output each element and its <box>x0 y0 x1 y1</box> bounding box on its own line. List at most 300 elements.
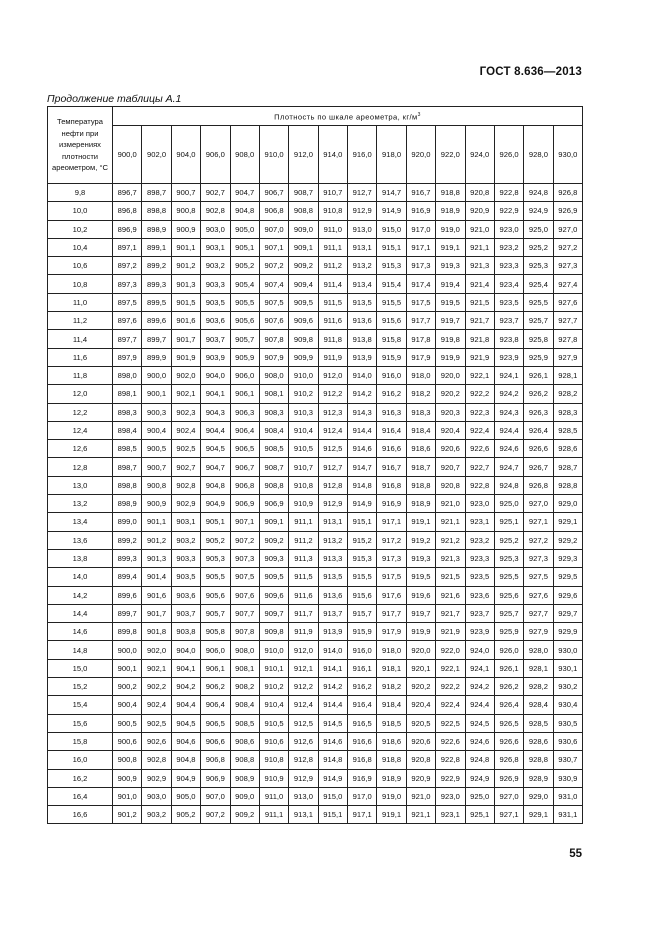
density-cell: 910,4 <box>289 421 318 439</box>
density-cell: 916,0 <box>377 366 406 384</box>
density-cell: 915,0 <box>318 787 347 805</box>
density-cell: 900,3 <box>142 403 171 421</box>
density-cell: 898,5 <box>113 440 142 458</box>
density-cell: 911,5 <box>289 568 318 586</box>
density-table <box>47 106 583 824</box>
density-cell: 919,5 <box>436 293 465 311</box>
density-cell: 909,2 <box>230 806 259 824</box>
density-cell: 898,9 <box>113 495 142 513</box>
density-cell: 919,1 <box>436 238 465 256</box>
density-cell: 907,7 <box>230 604 259 622</box>
density-cell: 907,2 <box>259 257 288 275</box>
density-cell: 925,7 <box>494 604 523 622</box>
density-cell: 911,2 <box>289 531 318 549</box>
density-cell: 926,2 <box>524 385 553 403</box>
density-column-header: 906,0 <box>201 126 230 184</box>
density-cell: 909,7 <box>259 604 288 622</box>
density-cell: 914,8 <box>318 751 347 769</box>
density-cell: 910,5 <box>289 440 318 458</box>
temperature-cell: 14,8 <box>48 641 113 659</box>
density-cell: 912,8 <box>289 751 318 769</box>
density-cell: 903,2 <box>171 531 200 549</box>
density-cell: 905,7 <box>230 330 259 348</box>
density-cell: 913,0 <box>289 787 318 805</box>
density-cell: 911,9 <box>318 348 347 366</box>
density-cell: 905,0 <box>230 220 259 238</box>
density-cell: 929,6 <box>553 586 582 604</box>
density-cell: 918,5 <box>377 714 406 732</box>
density-cell: 927,3 <box>553 257 582 275</box>
density-column-header: 912,0 <box>289 126 318 184</box>
density-cell: 910,4 <box>259 696 288 714</box>
density-cell: 912,7 <box>318 458 347 476</box>
density-cell: 917,1 <box>406 238 435 256</box>
density-cell: 925,5 <box>494 568 523 586</box>
density-cell: 917,9 <box>377 623 406 641</box>
density-cell: 909,0 <box>230 787 259 805</box>
density-cell: 901,1 <box>142 513 171 531</box>
density-cell: 915,9 <box>348 623 377 641</box>
density-cell: 906,1 <box>201 659 230 677</box>
density-cell: 907,5 <box>259 293 288 311</box>
density-cell: 910,7 <box>289 458 318 476</box>
density-cell: 916,6 <box>377 440 406 458</box>
density-cell: 911,5 <box>318 293 347 311</box>
density-column-header: 902,0 <box>142 126 171 184</box>
density-cell: 911,8 <box>318 330 347 348</box>
density-column-header: 904,0 <box>171 126 200 184</box>
density-cell: 910,7 <box>318 184 347 202</box>
density-cell: 898,8 <box>142 202 171 220</box>
density-cell: 903,3 <box>171 549 200 567</box>
table-row <box>48 312 583 330</box>
density-cell: 900,9 <box>113 769 142 787</box>
density-column-header: 914,0 <box>318 126 347 184</box>
density-cell: 923,0 <box>494 220 523 238</box>
table-row <box>48 678 583 696</box>
density-cell: 928,9 <box>524 769 553 787</box>
density-cell: 907,6 <box>230 586 259 604</box>
density-cell: 907,0 <box>201 787 230 805</box>
density-cell: 912,3 <box>318 403 347 421</box>
table-row <box>48 751 583 769</box>
density-column-header: 908,0 <box>230 126 259 184</box>
density-cell: 926,9 <box>494 769 523 787</box>
density-cell: 925,3 <box>524 257 553 275</box>
density-cell: 919,1 <box>406 513 435 531</box>
temperature-cell: 15,2 <box>48 678 113 696</box>
density-cell: 928,5 <box>553 421 582 439</box>
density-cell: 907,2 <box>230 531 259 549</box>
density-cell: 920,7 <box>436 458 465 476</box>
density-cell: 923,0 <box>465 495 494 513</box>
density-cell: 914,6 <box>348 440 377 458</box>
density-cell: 925,2 <box>494 531 523 549</box>
density-cell: 923,2 <box>494 238 523 256</box>
density-cell: 924,8 <box>465 751 494 769</box>
table-row <box>48 732 583 750</box>
density-cell: 898,7 <box>113 458 142 476</box>
density-cell: 922,9 <box>436 769 465 787</box>
table-row <box>48 348 583 366</box>
density-cell: 908,6 <box>230 732 259 750</box>
density-cell: 900,0 <box>142 366 171 384</box>
density-cell: 929,9 <box>553 623 582 641</box>
density-cell: 903,5 <box>201 293 230 311</box>
temperature-cell: 10,4 <box>48 238 113 256</box>
density-cell: 915,2 <box>348 531 377 549</box>
density-cell: 930,5 <box>553 714 582 732</box>
density-cell: 923,4 <box>494 275 523 293</box>
density-cell: 901,7 <box>171 330 200 348</box>
density-cell: 903,5 <box>171 568 200 586</box>
density-cell: 909,6 <box>259 586 288 604</box>
table-row <box>48 696 583 714</box>
table-row <box>48 238 583 256</box>
density-cell: 897,3 <box>113 275 142 293</box>
density-cell: 927,1 <box>494 806 523 824</box>
density-cell: 919,0 <box>377 787 406 805</box>
density-cell: 902,1 <box>142 659 171 677</box>
density-cell: 913,2 <box>318 531 347 549</box>
density-cell: 913,2 <box>348 257 377 275</box>
density-cell: 910,8 <box>259 751 288 769</box>
temperature-cell: 10,8 <box>48 275 113 293</box>
density-group-label: Плотность по шкале ареометра, кг/м <box>274 112 418 122</box>
table-row <box>48 513 583 531</box>
density-cell: 924,5 <box>465 714 494 732</box>
density-cell: 905,9 <box>230 348 259 366</box>
density-cell: 910,9 <box>289 495 318 513</box>
density-cell: 903,6 <box>201 312 230 330</box>
density-cell: 901,2 <box>142 531 171 549</box>
temperature-cell: 15,6 <box>48 714 113 732</box>
density-cell: 915,3 <box>377 257 406 275</box>
density-cell: 930,9 <box>553 769 582 787</box>
density-cell: 922,8 <box>494 184 523 202</box>
density-cell: 918,9 <box>406 495 435 513</box>
temperature-cell: 12,4 <box>48 421 113 439</box>
density-cell: 902,8 <box>171 476 200 494</box>
density-cell: 922,6 <box>465 440 494 458</box>
temperature-cell: 16,4 <box>48 787 113 805</box>
density-cell: 917,5 <box>377 568 406 586</box>
density-cell: 926,8 <box>524 476 553 494</box>
density-cell: 929,2 <box>553 531 582 549</box>
density-cell: 901,6 <box>171 312 200 330</box>
density-cell: 920,2 <box>406 678 435 696</box>
density-cell: 903,0 <box>201 220 230 238</box>
density-cell: 902,5 <box>142 714 171 732</box>
density-cell: 909,8 <box>289 330 318 348</box>
table-row <box>48 275 583 293</box>
density-cell: 926,9 <box>553 202 582 220</box>
density-cell: 914,9 <box>377 202 406 220</box>
density-cell: 917,3 <box>406 257 435 275</box>
density-cell: 898,0 <box>113 366 142 384</box>
density-cell: 907,0 <box>259 220 288 238</box>
density-cell: 913,4 <box>348 275 377 293</box>
density-cell: 925,1 <box>494 513 523 531</box>
density-cell: 899,2 <box>142 257 171 275</box>
density-cell: 916,7 <box>406 184 435 202</box>
density-cell: 907,5 <box>230 568 259 586</box>
density-cell: 908,2 <box>230 678 259 696</box>
density-cell: 910,5 <box>259 714 288 732</box>
density-cell: 911,3 <box>289 549 318 567</box>
temperature-cell: 14,2 <box>48 586 113 604</box>
density-cell: 908,1 <box>230 659 259 677</box>
density-cell: 900,8 <box>171 202 200 220</box>
temperature-cell: 12,8 <box>48 458 113 476</box>
density-cell: 918,4 <box>406 421 435 439</box>
density-cell: 918,8 <box>436 184 465 202</box>
density-cell: 904,6 <box>171 732 200 750</box>
density-cell: 900,8 <box>142 476 171 494</box>
density-cell: 926,4 <box>494 696 523 714</box>
density-cell: 907,9 <box>259 348 288 366</box>
density-cell: 896,8 <box>113 202 142 220</box>
density-cell: 920,6 <box>406 732 435 750</box>
density-cell: 902,4 <box>171 421 200 439</box>
density-cell: 914,9 <box>348 495 377 513</box>
table-row <box>48 769 583 787</box>
density-cell: 900,1 <box>142 385 171 403</box>
density-cell: 917,6 <box>377 586 406 604</box>
density-cell: 927,6 <box>524 586 553 604</box>
density-cell: 930,1 <box>553 659 582 677</box>
table-row <box>48 330 583 348</box>
density-cell: 904,4 <box>201 421 230 439</box>
density-cell: 899,3 <box>142 275 171 293</box>
density-cell: 911,1 <box>289 513 318 531</box>
density-cell: 904,8 <box>230 202 259 220</box>
table-row <box>48 440 583 458</box>
density-cell: 910,0 <box>259 641 288 659</box>
density-cell: 899,0 <box>113 513 142 531</box>
density-cell: 928,6 <box>553 440 582 458</box>
density-cell: 906,0 <box>230 366 259 384</box>
table-row <box>48 659 583 677</box>
density-cell: 925,5 <box>524 293 553 311</box>
density-cell: 903,6 <box>171 586 200 604</box>
density-cell: 923,5 <box>465 568 494 586</box>
density-cell: 915,4 <box>377 275 406 293</box>
temperature-cell: 12,6 <box>48 440 113 458</box>
density-cell: 905,8 <box>201 623 230 641</box>
density-cell: 916,7 <box>377 458 406 476</box>
density-cell: 898,7 <box>142 184 171 202</box>
density-cell: 905,2 <box>201 531 230 549</box>
density-cell: 900,6 <box>113 732 142 750</box>
density-cell: 916,2 <box>377 385 406 403</box>
density-cell: 921,2 <box>436 531 465 549</box>
density-cell: 901,3 <box>171 275 200 293</box>
density-cell: 899,6 <box>142 312 171 330</box>
density-cell: 905,7 <box>201 604 230 622</box>
density-cell: 931,0 <box>553 787 582 805</box>
density-cell: 898,1 <box>113 385 142 403</box>
table-row <box>48 403 583 421</box>
density-cell: 926,6 <box>524 440 553 458</box>
density-cell: 909,2 <box>259 531 288 549</box>
density-cell: 909,5 <box>259 568 288 586</box>
density-cell: 911,2 <box>318 257 347 275</box>
density-cell: 926,0 <box>494 641 523 659</box>
density-cell: 914,7 <box>348 458 377 476</box>
density-cell: 924,8 <box>494 476 523 494</box>
density-cell: 906,3 <box>230 403 259 421</box>
density-cell: 901,0 <box>113 787 142 805</box>
temperature-cell: 14,0 <box>48 568 113 586</box>
density-cell: 930,6 <box>553 732 582 750</box>
density-cell: 901,1 <box>171 238 200 256</box>
density-cell: 912,8 <box>318 476 347 494</box>
density-cell: 921,5 <box>465 293 494 311</box>
density-cell: 921,0 <box>436 495 465 513</box>
density-column-header: 918,0 <box>377 126 406 184</box>
density-cell: 903,2 <box>201 257 230 275</box>
density-cell: 905,3 <box>201 549 230 567</box>
standard-code: ГОСТ 8.636—2013 <box>479 66 582 78</box>
density-cell: 921,3 <box>436 549 465 567</box>
density-cell: 921,7 <box>465 312 494 330</box>
density-cell: 906,4 <box>201 696 230 714</box>
temperature-cell: 15,0 <box>48 659 113 677</box>
density-cell: 920,8 <box>436 476 465 494</box>
density-cell: 905,5 <box>201 568 230 586</box>
table-row <box>48 184 583 202</box>
density-cell: 926,2 <box>494 678 523 696</box>
density-cell: 902,5 <box>171 440 200 458</box>
density-cell: 905,6 <box>230 312 259 330</box>
density-cell: 912,9 <box>348 202 377 220</box>
density-cell: 903,0 <box>142 787 171 805</box>
density-cell: 914,4 <box>318 696 347 714</box>
density-cell: 909,9 <box>289 348 318 366</box>
density-cell: 917,7 <box>406 312 435 330</box>
density-cell: 904,8 <box>201 476 230 494</box>
density-cell: 924,2 <box>494 385 523 403</box>
density-cell: 929,1 <box>553 513 582 531</box>
density-cell: 906,6 <box>201 732 230 750</box>
density-cell: 913,3 <box>318 549 347 567</box>
density-cell: 910,9 <box>259 769 288 787</box>
density-cell: 930,4 <box>553 696 582 714</box>
density-cell: 916,8 <box>348 751 377 769</box>
density-cell: 912,2 <box>318 385 347 403</box>
density-cell: 917,5 <box>406 293 435 311</box>
density-cell: 928,6 <box>524 732 553 750</box>
density-cell: 899,7 <box>142 330 171 348</box>
density-cell: 904,1 <box>201 385 230 403</box>
density-cell: 918,9 <box>377 769 406 787</box>
density-cell: 913,5 <box>318 568 347 586</box>
density-cell: 928,8 <box>524 751 553 769</box>
density-cell: 920,5 <box>406 714 435 732</box>
density-cell: 911,4 <box>318 275 347 293</box>
density-cell: 915,5 <box>348 568 377 586</box>
density-cell: 919,9 <box>436 348 465 366</box>
density-cell: 914,3 <box>348 403 377 421</box>
table-row <box>48 604 583 622</box>
density-cell: 918,9 <box>436 202 465 220</box>
density-cell: 908,5 <box>230 714 259 732</box>
density-cell: 904,0 <box>201 366 230 384</box>
density-cell: 921,4 <box>465 275 494 293</box>
density-cell: 924,6 <box>494 440 523 458</box>
density-cell: 906,7 <box>230 458 259 476</box>
density-cell: 915,9 <box>377 348 406 366</box>
density-cell: 925,9 <box>494 623 523 641</box>
density-cell: 925,0 <box>494 495 523 513</box>
density-cell: 916,0 <box>348 641 377 659</box>
density-cell: 911,1 <box>259 806 288 824</box>
density-cell: 904,8 <box>171 751 200 769</box>
density-cell: 928,7 <box>553 458 582 476</box>
density-cell: 907,4 <box>259 275 288 293</box>
density-cell: 900,7 <box>171 184 200 202</box>
density-cell: 906,0 <box>201 641 230 659</box>
density-cell: 909,1 <box>289 238 318 256</box>
density-cell: 900,9 <box>171 220 200 238</box>
density-cell: 915,7 <box>348 604 377 622</box>
table-header-row <box>48 107 583 126</box>
density-cell: 905,2 <box>230 257 259 275</box>
density-cell: 923,3 <box>494 257 523 275</box>
density-cell: 922,8 <box>436 751 465 769</box>
density-cell: 898,4 <box>113 421 142 439</box>
temperature-cell: 9,8 <box>48 184 113 202</box>
density-cell: 919,4 <box>436 275 465 293</box>
density-cell: 900,7 <box>142 458 171 476</box>
density-cell: 913,7 <box>318 604 347 622</box>
density-cell: 908,1 <box>259 385 288 403</box>
density-cell: 904,7 <box>230 184 259 202</box>
density-cell: 908,7 <box>259 458 288 476</box>
density-cell: 912,1 <box>289 659 318 677</box>
density-cell: 928,5 <box>524 714 553 732</box>
density-cell: 905,5 <box>230 293 259 311</box>
density-cell: 909,6 <box>289 312 318 330</box>
density-cell: 919,7 <box>406 604 435 622</box>
density-cell: 906,5 <box>230 440 259 458</box>
density-cell: 924,4 <box>465 696 494 714</box>
density-cell: 923,7 <box>465 604 494 622</box>
density-cell: 915,1 <box>318 806 347 824</box>
density-cell: 899,9 <box>142 348 171 366</box>
density-cell: 925,0 <box>524 220 553 238</box>
table-row <box>48 586 583 604</box>
density-cell: 918,8 <box>377 751 406 769</box>
density-cell: 928,3 <box>553 403 582 421</box>
density-cell: 907,2 <box>201 806 230 824</box>
density-cell: 904,1 <box>171 659 200 677</box>
density-cell: 915,1 <box>377 238 406 256</box>
density-cell: 928,1 <box>553 366 582 384</box>
density-cell: 929,0 <box>553 495 582 513</box>
density-cell: 910,2 <box>259 678 288 696</box>
density-cell: 926,4 <box>524 421 553 439</box>
density-cell: 910,8 <box>289 476 318 494</box>
density-cell: 918,7 <box>406 458 435 476</box>
density-cell: 903,9 <box>201 348 230 366</box>
density-cell: 921,0 <box>465 220 494 238</box>
density-cell: 912,9 <box>289 769 318 787</box>
density-cell: 904,7 <box>201 458 230 476</box>
density-cell: 916,2 <box>348 678 377 696</box>
density-cell: 926,5 <box>494 714 523 732</box>
